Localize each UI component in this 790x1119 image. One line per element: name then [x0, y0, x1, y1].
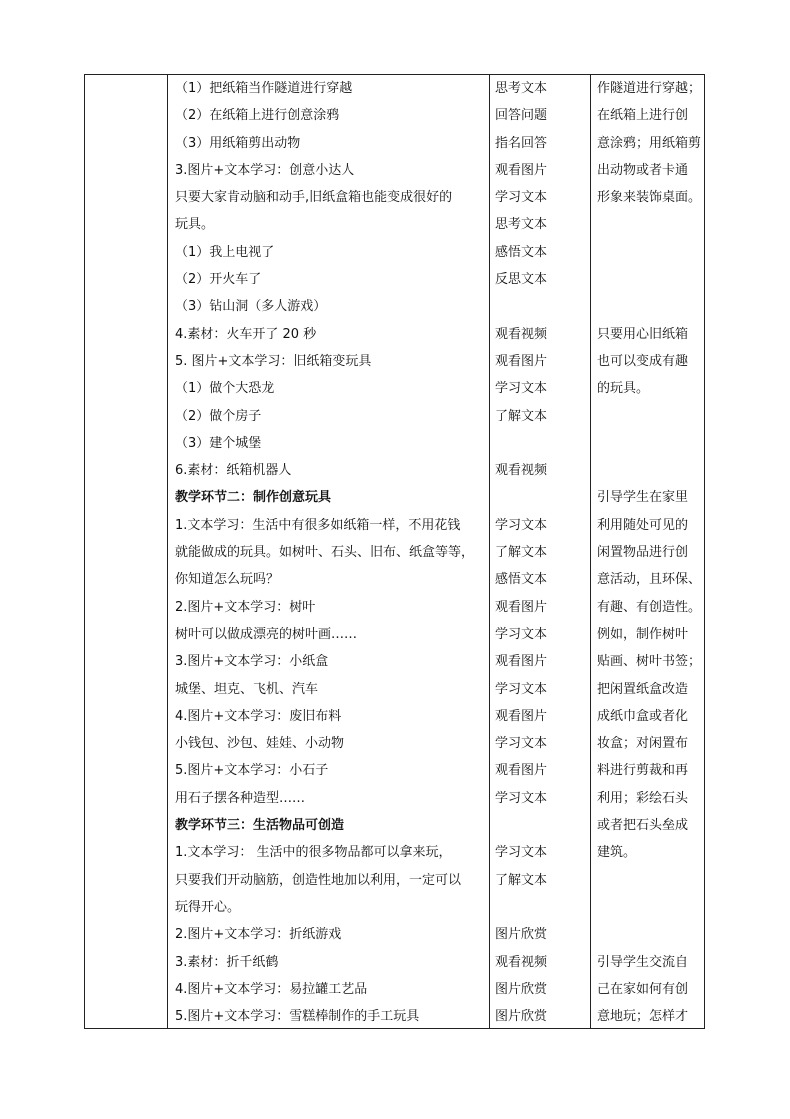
content-line: 4.图片+文本学习：易拉罐工艺品	[175, 981, 368, 997]
student-activity-line: 观看图片	[495, 763, 548, 779]
design-intent-line: 成纸巾盒或者化	[597, 708, 689, 724]
design-intent-line: 出动物或者卡通	[597, 162, 689, 178]
student-activity-line: 学习文本	[495, 790, 548, 806]
student-activity-line: 学习文本	[495, 626, 548, 642]
content-line: （1）做个大恐龙	[175, 381, 275, 397]
design-intent-line	[597, 921, 703, 948]
student-activity-line: 观看图片	[495, 162, 548, 178]
content-line: （3）用纸箱剪出动物	[175, 135, 301, 151]
student-activity-line	[495, 812, 585, 839]
design-intent-line: 己在家如何有创	[597, 981, 689, 997]
design-intent-line: 只要用心旧纸箱	[597, 326, 689, 342]
design-intent-line: 有趣、有创造性。	[597, 599, 702, 615]
content-line: 1.文本学习： 生活中的很多物品都可以拿来玩，	[175, 845, 452, 861]
design-intent-line	[597, 867, 703, 894]
content-line: 6.素材：纸箱机器人	[175, 463, 292, 479]
content-line: 3.图片+文本学习：创意小达人	[175, 162, 355, 178]
content-line: （1）我上电视了	[175, 244, 275, 260]
student-activity-line: 了解文本	[495, 872, 548, 888]
lesson-plan-table	[84, 74, 705, 1029]
content-line: 3.图片+文本学习：小纸盒	[175, 654, 329, 670]
content-line: 5.图片+文本学习：小石子	[175, 763, 329, 779]
design-intent-line: 意涂鸦；用纸箱剪	[597, 135, 702, 151]
design-intent-line: 引导学生在家里	[597, 490, 689, 506]
design-intent-line: 利用；彩绘石头	[597, 790, 689, 806]
content-line: （2）开火车了	[175, 272, 262, 288]
design-intent-line	[597, 293, 703, 320]
student-activity-line	[495, 293, 585, 320]
student-activity-line: 观看图片	[495, 599, 548, 615]
content-line: 5.图片+文本学习：雪糕棒制作的手工玩具	[175, 1009, 420, 1025]
student-activity-line: 思考文本	[495, 81, 548, 96]
column-divider-2	[489, 75, 490, 1028]
student-activity-line: 指名回答	[495, 135, 548, 151]
student-activity-line: 图片欣赏	[495, 981, 548, 997]
content-line: 小钱包、沙包、娃娃、小动物	[175, 736, 345, 752]
design-intent-line: 料进行剪裁和再	[597, 763, 689, 779]
student-activity-line: 观看视频	[495, 954, 548, 970]
student-activity-line: 图片欣赏	[495, 927, 548, 943]
design-intent-line	[597, 403, 703, 430]
content-line: 你知道怎么玩吗？	[175, 572, 280, 588]
design-intent-line: 的玩具。	[597, 381, 650, 397]
content-line: （2）做个房子	[175, 408, 262, 424]
content-line: 只要我们开动脑筋，创造性地加以利用，一定可以	[175, 872, 462, 888]
content-line: 就能做成的玩具。如树叶、石头、旧布、纸盒等等，	[175, 545, 475, 561]
content-line: 城堡、坦克、飞机、汽车	[175, 681, 319, 697]
student-activity-line: 感悟文本	[495, 572, 548, 588]
student-activity-column	[495, 75, 585, 1030]
student-activity-line: 学习文本	[495, 517, 548, 533]
student-activity-line: 学习文本	[495, 736, 548, 752]
student-activity-line: 思考文本	[495, 217, 548, 233]
student-activity-line: 感悟文本	[495, 244, 548, 260]
content-line: 玩具。	[175, 217, 215, 233]
design-intent-line: 或者把石头垒成	[597, 818, 689, 834]
content-line: 用石子摆各种造型……	[175, 790, 306, 806]
content-line: 2.图片+文本学习：树叶	[175, 599, 316, 615]
student-activity-line: 图片欣赏	[495, 1009, 548, 1025]
student-activity-line: 观看图片	[495, 654, 548, 670]
design-intent-line: 把闲置纸盒改造	[597, 681, 689, 697]
student-activity-line: 学习文本	[495, 845, 548, 861]
design-intent-line: 形象来装饰桌面。	[597, 190, 702, 206]
design-intent-line: 建筑。	[597, 845, 637, 861]
student-activity-line: 观看图片	[495, 353, 548, 369]
design-intent-line: 贴画、树叶书签；	[597, 654, 702, 670]
design-intent-line	[597, 894, 703, 921]
design-intent-line	[597, 266, 703, 293]
content-line: （3）钻山洞（多人游戏）	[175, 299, 327, 315]
student-activity-line: 反思文本	[495, 272, 548, 288]
design-intent-line	[597, 239, 703, 266]
student-activity-line	[495, 894, 585, 921]
design-intent-line	[597, 457, 703, 484]
content-line: 教学环节三：生活物品可创造	[175, 818, 345, 834]
design-intent-line: 意地玩；怎样才	[597, 1009, 689, 1025]
student-activity-line: 回答问题	[495, 108, 548, 124]
content-line: 玩得开心。	[175, 899, 241, 915]
design-intent-line: 利用随处可见的	[597, 517, 689, 533]
design-intent-line: 意活动，且环保、	[597, 572, 702, 588]
teaching-content-column	[171, 75, 489, 1030]
content-line: （2）在纸箱上进行创意涂鸦	[175, 108, 340, 124]
content-line: 只要大家肯动脑和动手,旧纸盒箱也能变成很好的	[175, 190, 453, 206]
content-line: （1）把纸箱当作隧道进行穿越	[175, 81, 353, 96]
design-intent-line: 妆盒；对闲置布	[597, 736, 689, 752]
student-activity-line: 学习文本	[495, 190, 548, 206]
student-activity-line: 观看视频	[495, 326, 548, 342]
student-activity-line	[495, 484, 585, 511]
design-intent-line	[597, 430, 703, 457]
content-line: 教学环节二：制作创意玩具	[175, 490, 332, 506]
content-line: 3.素材：折千纸鹤	[175, 954, 279, 970]
content-line: 4.图片+文本学习：废旧布料	[175, 708, 342, 724]
column-divider-1	[167, 75, 168, 1028]
student-activity-line: 观看图片	[495, 708, 548, 724]
design-intent-line	[597, 211, 703, 238]
student-activity-line: 学习文本	[495, 681, 548, 697]
student-activity-line: 观看视频	[495, 463, 548, 479]
content-line: 树叶可以做成漂亮的树叶画……	[175, 626, 358, 642]
design-intent-line: 引导学生交流自	[597, 954, 689, 970]
column-divider-3	[590, 75, 591, 1028]
student-activity-line: 学习文本	[495, 381, 548, 397]
design-intent-line: 例如，制作树叶	[597, 626, 689, 642]
content-line: 5. 图片+文本学习：旧纸箱变玩具	[175, 353, 372, 369]
design-intent-line: 也可以变成有趣	[597, 353, 689, 369]
design-intent-line: 作隧道进行穿越；	[597, 81, 702, 96]
student-activity-line	[495, 430, 585, 457]
content-line: 2.图片+文本学习：折纸游戏	[175, 927, 342, 943]
content-line: （3）建个城堡	[175, 435, 262, 451]
design-intent-line: 闲置物品进行创	[597, 545, 689, 561]
content-line: 4.素材：火车开了 20 秒	[175, 326, 317, 342]
student-activity-line: 了解文本	[495, 545, 548, 561]
design-intent-line: 在纸箱上进行创	[597, 108, 689, 124]
student-activity-line: 了解文本	[495, 408, 548, 424]
design-intent-column	[597, 75, 703, 1030]
content-line: 1.文本学习：生活中有很多如纸箱一样，不用花钱	[175, 517, 461, 533]
